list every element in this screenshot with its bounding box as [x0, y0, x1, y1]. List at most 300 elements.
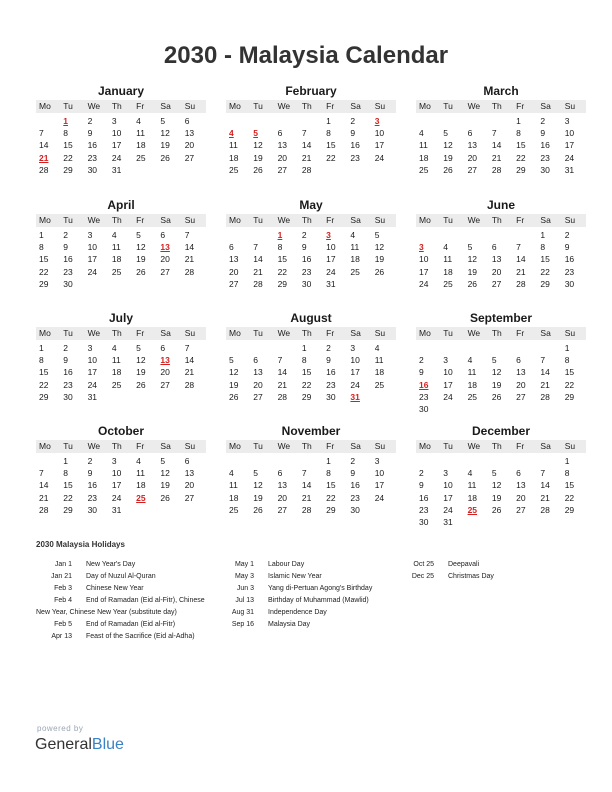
weekday-label: We: [467, 328, 481, 338]
day-cell: 20: [467, 152, 478, 163]
empty-cell: [226, 342, 250, 354]
weekday-label: We: [467, 215, 481, 225]
day-cell: 15: [39, 254, 49, 265]
day-cell: 27: [516, 504, 526, 515]
weekday-label: Tu: [253, 328, 263, 338]
day-cell: 19: [491, 492, 502, 503]
day-cell: 11: [374, 355, 384, 366]
day-cell: 11: [419, 140, 428, 151]
day-cell: 4: [467, 355, 473, 366]
day-cell: 19: [443, 152, 453, 163]
day-cell: 13: [277, 480, 288, 491]
day-cell: 19: [253, 492, 263, 503]
weekday-label: Fr: [136, 101, 145, 111]
day-cell: 1: [63, 456, 69, 466]
weekday-label: Su: [374, 328, 386, 338]
day-cell: 16: [326, 367, 336, 378]
day-cell: 4: [350, 230, 356, 240]
holiday-day-cell: 1: [277, 230, 283, 240]
weekday-label: We: [87, 215, 101, 225]
holiday-date: May 1: [234, 561, 254, 568]
day-cell: 28: [301, 164, 312, 175]
weekday-label: Th: [301, 215, 312, 225]
day-cell: 2: [540, 116, 546, 126]
day-cell: 4: [443, 242, 449, 253]
month-march: [416, 84, 586, 176]
day-cell: 21: [540, 379, 550, 390]
weekday-label: Sa: [350, 215, 361, 225]
weekday-label: We: [467, 441, 481, 451]
day-cell: 28: [39, 504, 49, 515]
holiday-name: End of Ramadan (Eid al-Fitr): [86, 621, 176, 628]
weekday-label: Mo: [39, 441, 51, 451]
weekday-label: Sa: [350, 328, 361, 338]
day-cell: 17: [443, 492, 453, 503]
day-grid: [416, 115, 586, 176]
month-august: [226, 311, 396, 403]
day-cell: 4: [467, 468, 473, 479]
day-cell: 30: [564, 278, 575, 289]
day-cell: 4: [136, 456, 141, 466]
weekday-label: We: [277, 441, 291, 451]
day-cell: 21: [39, 492, 49, 503]
brand-blue: Blue: [91, 736, 124, 753]
day-cell: 2: [350, 456, 356, 466]
day-cell: 9: [419, 367, 424, 378]
weekday-header: [226, 214, 396, 227]
day-cell: 2: [87, 116, 93, 126]
holiday-date: Jan 21: [50, 573, 72, 580]
day-cell: 23: [326, 379, 336, 390]
day-cell: 20: [491, 266, 502, 277]
day-cell: 19: [160, 480, 170, 491]
day-cell: 15: [39, 367, 49, 378]
weekday-label: We: [87, 101, 101, 111]
day-cell: 23: [63, 266, 73, 277]
holiday-name: Christmas Day: [448, 573, 494, 580]
day-cell: 4: [111, 343, 117, 353]
day-cell: 16: [419, 492, 429, 503]
day-cell: 29: [39, 391, 49, 402]
day-cell: 2: [326, 343, 331, 353]
holiday-date: Oct 25: [413, 561, 434, 568]
day-cell: 16: [540, 140, 550, 151]
day-cell: 8: [326, 468, 331, 479]
day-cell: 12: [491, 367, 502, 378]
day-cell: 28: [277, 391, 288, 402]
day-cell: 8: [63, 468, 69, 479]
day-cell: 4: [419, 128, 424, 139]
holiday-entry: [218, 595, 372, 607]
weekday-label: Sa: [350, 101, 361, 111]
holiday-date: May 3: [234, 573, 254, 580]
day-cell: 1: [564, 456, 570, 466]
day-cell: 24: [326, 266, 336, 277]
holiday-name: Islamic New Year: [268, 573, 322, 580]
weekday-header: [36, 214, 206, 227]
weekday-label: Tu: [253, 441, 263, 451]
day-cell: 26: [160, 492, 170, 503]
day-cell: 26: [229, 391, 239, 402]
weekday-label: Th: [491, 215, 502, 225]
day-cell: 17: [419, 266, 429, 277]
day-cell: 24: [87, 266, 98, 277]
day-cell: 13: [491, 254, 502, 265]
holiday-day-cell: 3: [419, 242, 424, 253]
day-cell: 27: [160, 266, 170, 277]
day-cell: 19: [136, 367, 146, 378]
day-cell: 16: [63, 367, 73, 378]
weekday-label: Sa: [540, 215, 551, 225]
holiday-date: Jul 13: [235, 597, 254, 604]
month-name: September: [469, 311, 533, 325]
day-cell: 20: [229, 266, 239, 277]
day-cell: 30: [87, 504, 98, 515]
weekday-label: Mo: [419, 328, 431, 338]
day-cell: 20: [277, 492, 288, 503]
empty-cell: [537, 455, 561, 467]
holiday-name: New Year's Day: [86, 561, 136, 568]
day-cell: 29: [63, 504, 73, 515]
day-cell: 12: [160, 468, 170, 479]
empty-cell: [440, 342, 464, 354]
holiday-day-cell: 3: [326, 230, 331, 240]
generalblue-logo[interactable]: [35, 736, 124, 754]
day-cell: 7: [301, 468, 307, 479]
empty-cell: [440, 229, 464, 241]
holiday-name: Day of Nuzul Al-Quran: [86, 573, 156, 580]
day-cell: 29: [63, 164, 73, 175]
day-cell: 15: [540, 254, 550, 265]
day-cell: 31: [326, 278, 336, 289]
empty-cell: [36, 455, 60, 467]
month-name: January: [97, 84, 145, 98]
day-cell: 5: [491, 355, 497, 366]
day-cell: 21: [184, 367, 195, 378]
day-cell: 4: [374, 343, 380, 353]
day-cell: 7: [184, 343, 190, 353]
weekday-label: Sa: [160, 215, 171, 225]
day-cell: 26: [491, 504, 502, 515]
day-cell: 28: [491, 164, 502, 175]
empty-cell: [250, 229, 274, 241]
empty-cell: [226, 229, 250, 241]
day-cell: 19: [136, 254, 146, 265]
weekday-label: Tu: [63, 328, 73, 338]
day-cell: 17: [326, 254, 336, 265]
day-cell: 15: [301, 367, 312, 378]
day-cell: 7: [540, 468, 546, 479]
day-cell: 6: [277, 468, 283, 479]
day-cell: 23: [87, 492, 98, 503]
holiday-entry: [398, 571, 494, 583]
day-cell: 22: [63, 492, 73, 503]
day-cell: 19: [253, 152, 263, 163]
day-cell: 31: [443, 516, 453, 527]
day-cell: 25: [136, 152, 146, 163]
day-cell: 2: [63, 343, 69, 353]
day-cell: 30: [301, 278, 312, 289]
day-cell: 23: [564, 266, 575, 277]
day-cell: 5: [136, 230, 141, 240]
weekday-label: Mo: [39, 215, 51, 225]
day-cell: 3: [564, 116, 570, 126]
day-cell: 20: [184, 140, 195, 151]
holiday-date: Dec 25: [411, 573, 434, 580]
day-cell: 7: [277, 355, 283, 366]
holiday-entry: [218, 583, 372, 595]
day-grid: [416, 455, 586, 528]
day-cell: 3: [443, 468, 449, 479]
day-cell: 6: [491, 242, 497, 253]
month-january: [36, 84, 206, 176]
holiday-name: Deepavali: [448, 561, 480, 568]
day-cell: 26: [253, 504, 263, 515]
day-cell: 7: [253, 242, 259, 253]
weekday-label: Tu: [443, 101, 453, 111]
day-cell: 25: [111, 266, 122, 277]
day-cell: 13: [184, 468, 195, 479]
day-grid: [226, 455, 396, 516]
weekday-header: [36, 440, 206, 453]
weekday-label: Su: [564, 101, 576, 111]
day-cell: 17: [111, 480, 122, 491]
day-cell: 11: [229, 480, 238, 491]
day-cell: 18: [111, 254, 122, 265]
weekday-label: Th: [111, 101, 122, 111]
day-cell: 12: [374, 242, 385, 253]
weekday-label: Tu: [443, 215, 453, 225]
holiday-name: Feast of the Sacrifice (Eid al-Adha): [86, 633, 195, 640]
empty-cell: [299, 115, 323, 127]
holiday-date: Jun 3: [236, 585, 254, 592]
weekday-label: Sa: [540, 101, 551, 111]
weekday-label: Su: [564, 441, 576, 451]
day-cell: 20: [516, 379, 526, 390]
day-cell: 5: [229, 355, 234, 366]
weekday-label: Mo: [419, 101, 431, 111]
day-cell: 30: [326, 391, 336, 402]
holiday-entry: [218, 571, 372, 583]
weekday-label: Tu: [63, 441, 73, 451]
weekday-header: [226, 327, 396, 340]
day-cell: 2: [350, 116, 356, 126]
holiday-entry: [36, 607, 205, 619]
day-cell: 7: [184, 230, 190, 240]
holiday-name: Labour Day: [268, 561, 305, 568]
day-cell: 20: [160, 367, 170, 378]
weekday-label: Mo: [229, 215, 241, 225]
day-cell: 21: [301, 492, 312, 503]
weekday-label: Fr: [516, 101, 525, 111]
holiday-day-cell: 16: [419, 379, 429, 390]
day-cell: 11: [443, 254, 453, 265]
holiday-entry: [36, 595, 205, 607]
day-cell: 18: [229, 152, 239, 163]
day-cell: 22: [63, 152, 73, 163]
day-cell: 17: [374, 140, 385, 151]
empty-cell: [465, 229, 489, 241]
day-cell: 2: [301, 230, 307, 240]
day-cell: 14: [253, 254, 263, 265]
day-cell: 14: [39, 140, 49, 151]
day-cell: 10: [443, 480, 453, 491]
day-cell: 27: [277, 504, 288, 515]
day-cell: 8: [540, 242, 546, 253]
empty-cell: [465, 455, 489, 467]
weekday-label: Fr: [326, 101, 335, 111]
day-cell: 27: [277, 164, 288, 175]
day-cell: 9: [564, 242, 570, 253]
day-cell: 29: [564, 391, 575, 402]
holiday-day-cell: 21: [39, 152, 49, 163]
day-cell: 12: [160, 128, 170, 139]
day-cell: 17: [350, 367, 360, 378]
empty-cell: [416, 229, 440, 241]
day-cell: 10: [374, 468, 385, 479]
empty-cell: [513, 455, 537, 467]
day-cell: 12: [136, 242, 146, 253]
empty-cell: [489, 342, 513, 354]
weekday-label: Sa: [350, 441, 361, 451]
day-cell: 7: [301, 128, 307, 139]
day-cell: 13: [467, 140, 478, 151]
day-cell: 21: [253, 266, 263, 277]
weekday-header: [416, 100, 586, 113]
holiday-column: [36, 559, 205, 643]
day-cell: 9: [326, 355, 331, 366]
day-cell: 24: [111, 152, 122, 163]
month-name: October: [97, 424, 144, 438]
day-cell: 9: [87, 468, 93, 479]
day-cell: 29: [326, 504, 336, 515]
day-cell: 1: [540, 230, 546, 240]
holiday-entry: [218, 559, 372, 571]
day-cell: 10: [443, 367, 453, 378]
day-cell: 10: [87, 242, 98, 253]
weekday-label: Mo: [419, 441, 431, 451]
day-cell: 1: [326, 456, 331, 466]
weekday-label: Fr: [326, 328, 335, 338]
day-cell: 16: [87, 480, 98, 491]
day-cell: 18: [136, 140, 146, 151]
day-cell: 16: [350, 140, 360, 151]
month-name: December: [471, 424, 531, 438]
weekday-label: Tu: [63, 101, 73, 111]
day-cell: 17: [374, 480, 385, 491]
day-grid: [416, 342, 586, 415]
day-cell: 22: [516, 152, 526, 163]
holiday-date: Aug 31: [231, 609, 254, 616]
day-cell: 30: [87, 164, 98, 175]
empty-cell: [465, 115, 489, 127]
weekday-label: Th: [301, 328, 312, 338]
day-cell: 9: [419, 480, 424, 491]
day-cell: 30: [63, 278, 73, 289]
empty-cell: [537, 342, 561, 354]
day-cell: 26: [136, 266, 146, 277]
empty-cell: [250, 115, 274, 127]
day-cell: 29: [39, 278, 49, 289]
holiday-name: Yang di-Pertuan Agong's Birthday: [268, 585, 373, 592]
day-cell: 19: [491, 379, 502, 390]
day-cell: 18: [350, 254, 360, 265]
weekday-label: Fr: [326, 441, 335, 451]
day-cell: 18: [467, 379, 478, 390]
weekday-label: Sa: [160, 441, 171, 451]
day-cell: 11: [136, 468, 145, 479]
weekday-label: We: [467, 101, 481, 111]
weekday-label: Tu: [63, 215, 73, 225]
weekday-label: Th: [301, 441, 312, 451]
weekday-header: [36, 327, 206, 340]
day-cell: 22: [277, 266, 288, 277]
day-cell: 28: [540, 391, 550, 402]
day-cell: 16: [301, 254, 312, 265]
day-cell: 30: [419, 403, 429, 414]
holiday-date: Feb 3: [54, 585, 72, 592]
day-cell: 27: [184, 152, 195, 163]
day-cell: 5: [160, 116, 166, 126]
day-cell: 22: [39, 379, 49, 390]
day-cell: 9: [350, 128, 356, 139]
day-cell: 11: [111, 242, 121, 253]
day-cell: 3: [443, 355, 449, 366]
empty-cell: [36, 115, 60, 127]
day-cell: 14: [540, 367, 550, 378]
month-name: June: [486, 198, 515, 212]
day-cell: 31: [111, 164, 122, 175]
day-cell: 22: [301, 379, 312, 390]
day-cell: 1: [564, 343, 570, 353]
day-cell: 20: [253, 379, 263, 390]
day-cell: 25: [443, 278, 453, 289]
day-cell: 20: [516, 492, 526, 503]
day-cell: 13: [277, 140, 288, 151]
weekday-header: [226, 440, 396, 453]
weekday-label: We: [277, 101, 291, 111]
day-cell: 14: [491, 140, 502, 151]
day-cell: 5: [160, 456, 166, 466]
day-cell: 14: [301, 480, 312, 491]
day-cell: 18: [374, 367, 385, 378]
day-cell: 26: [160, 152, 170, 163]
holiday-date: Jan 1: [54, 561, 72, 568]
day-cell: 1: [326, 116, 331, 126]
empty-cell: [416, 342, 440, 354]
day-cell: 12: [491, 480, 502, 491]
weekday-header: [36, 100, 206, 113]
day-cell: 16: [350, 480, 360, 491]
day-cell: 22: [564, 379, 575, 390]
weekday-label: Th: [111, 441, 122, 451]
day-cell: 15: [516, 140, 526, 151]
empty-cell: [416, 115, 440, 127]
day-cell: 21: [277, 379, 288, 390]
holiday-name: Birthday of Muhammad (Mawlid): [268, 597, 369, 604]
weekday-header: [226, 100, 396, 113]
day-cell: 24: [443, 504, 453, 515]
day-cell: 29: [301, 391, 312, 402]
holidays-title: 2030 Malaysia Holidays: [36, 540, 125, 549]
day-cell: 27: [491, 278, 502, 289]
month-name: August: [290, 311, 332, 325]
day-cell: 8: [39, 355, 44, 366]
day-cell: 31: [111, 504, 122, 515]
day-cell: 28: [516, 278, 526, 289]
day-cell: 18: [136, 480, 146, 491]
day-cell: 25: [374, 379, 385, 390]
